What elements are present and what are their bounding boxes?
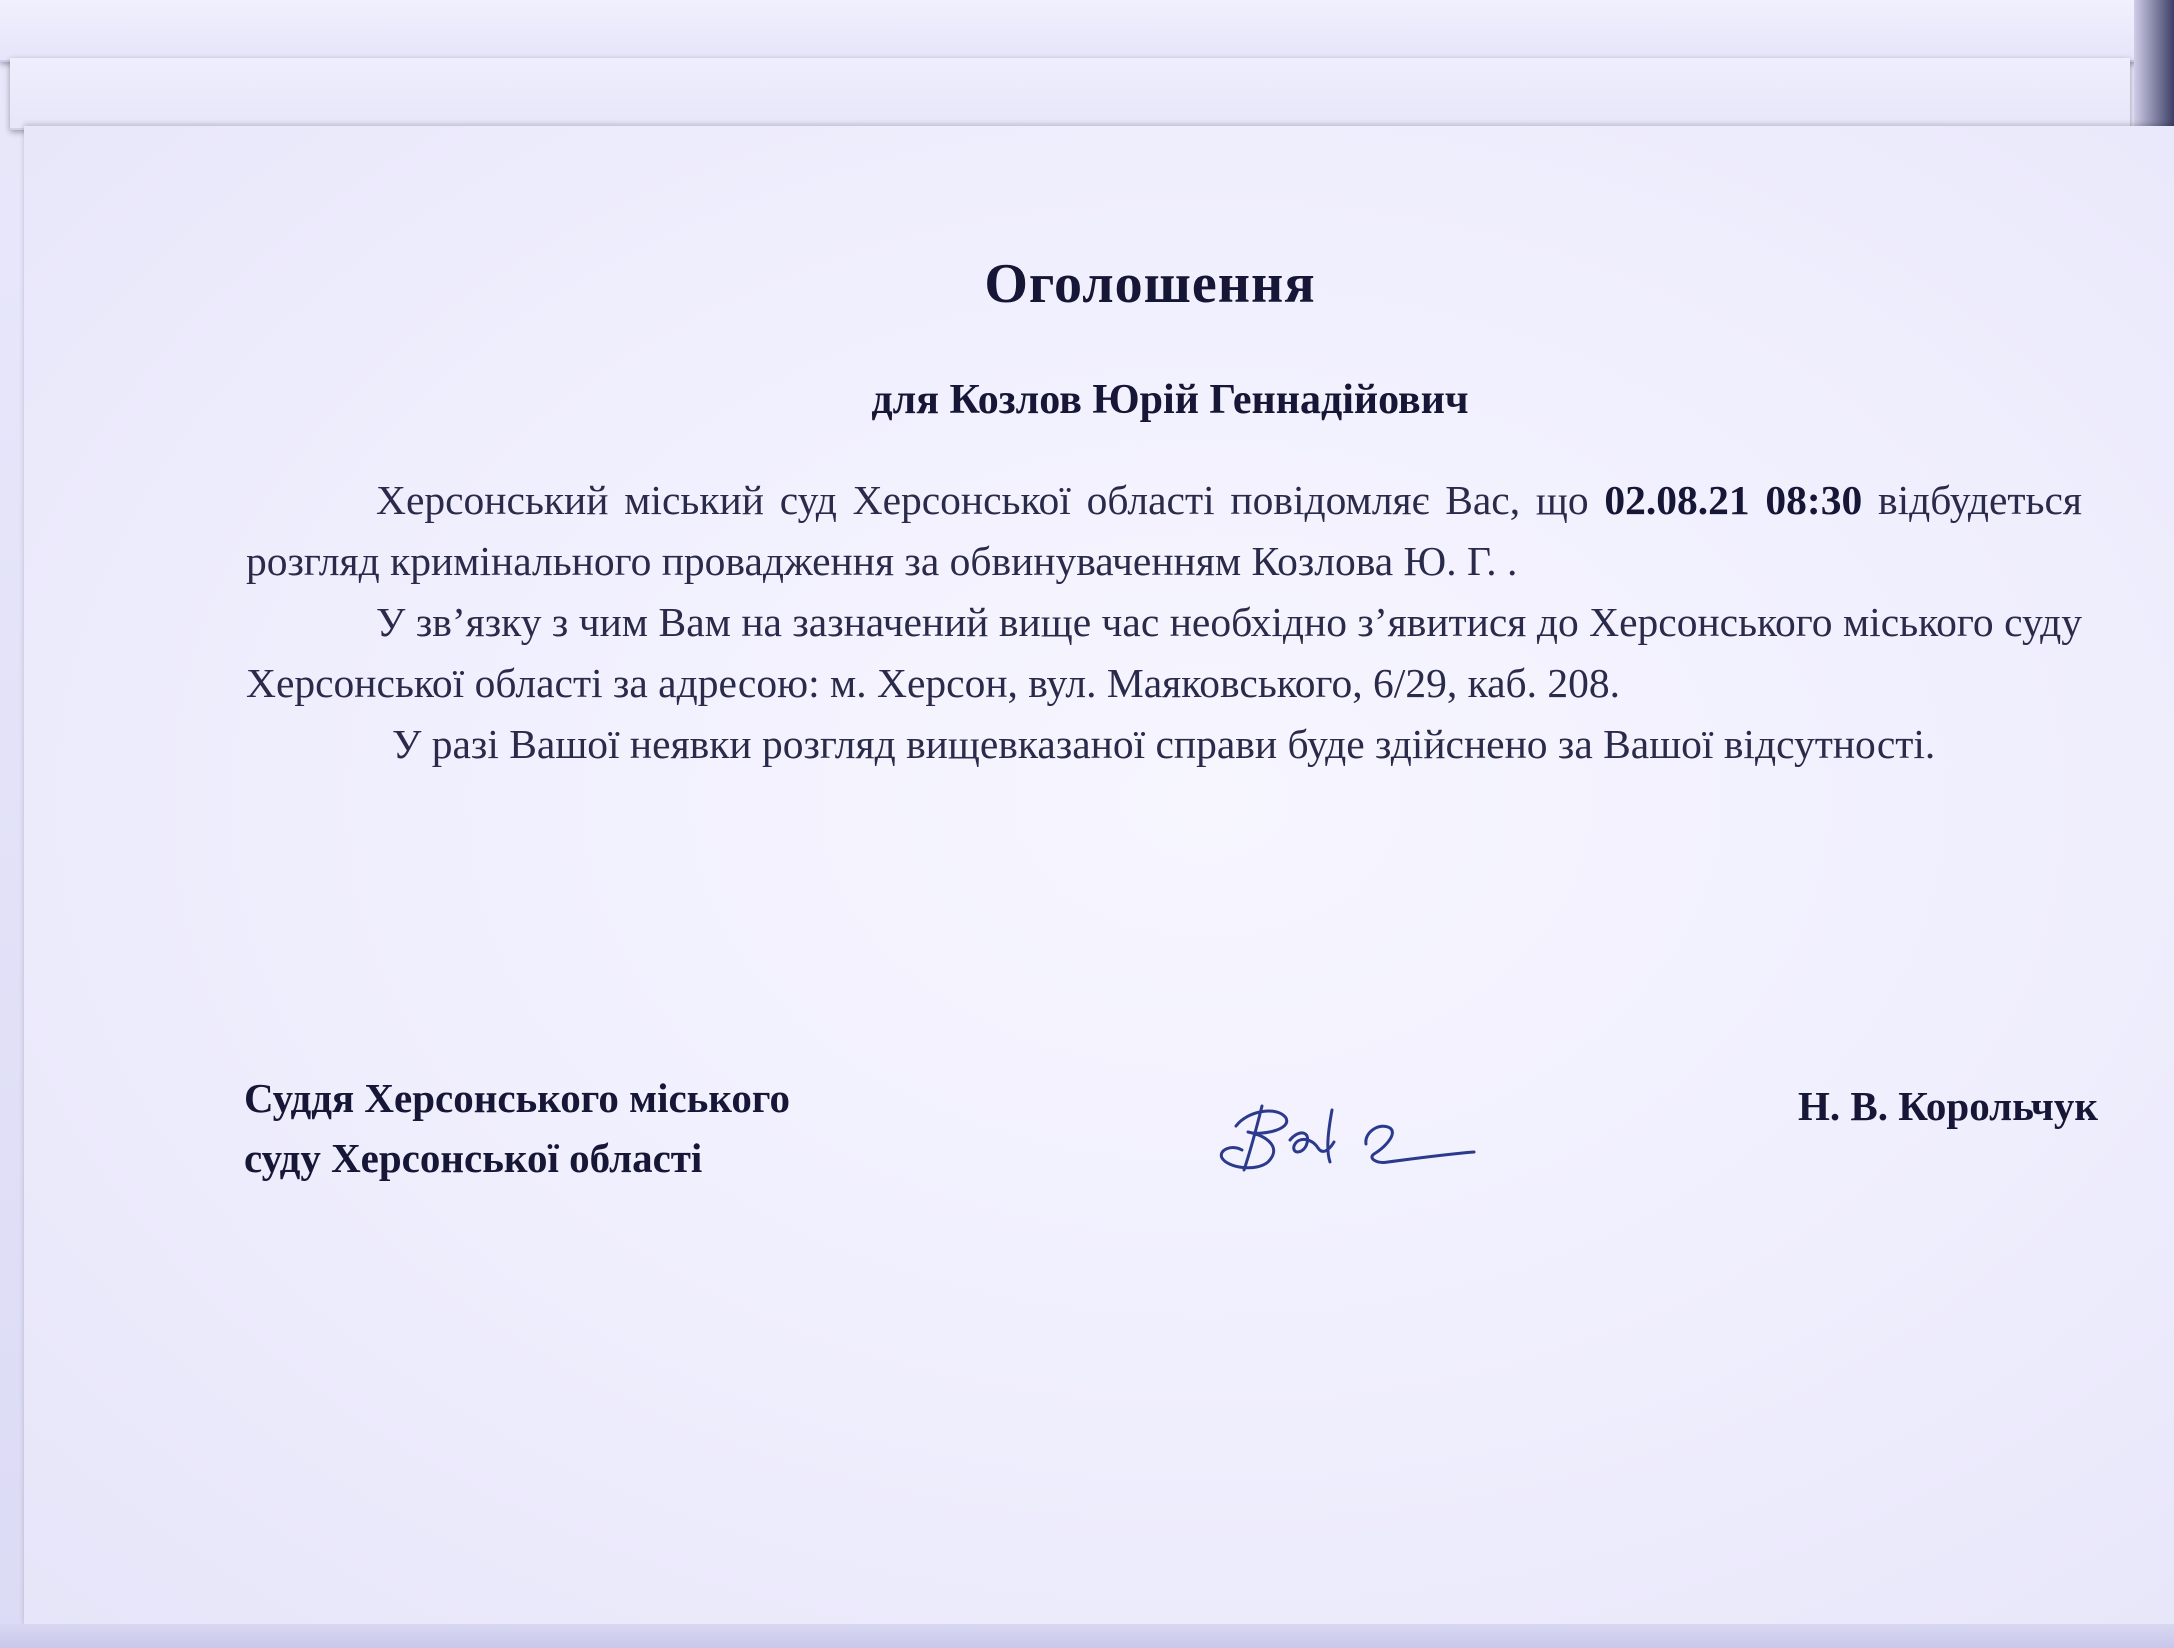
signatory-role xyxy=(244,1068,790,1188)
signatory-role-line-2: суду Херсонської області xyxy=(244,1135,703,1181)
notice-addressee: для Козлов Юрій Геннадійович xyxy=(871,377,1469,423)
handwritten-signature xyxy=(1208,1092,1478,1182)
stacked-sheet-top xyxy=(0,0,2140,62)
notice-paragraph-1 xyxy=(246,470,2082,592)
notice-sheet xyxy=(24,126,2174,1626)
signatory-name: Н. В. Корольчук xyxy=(1798,1083,2098,1129)
notice-paragraph-3: У разі Вашої неявки розгляд вищевказаної справи буде здійснено за Вашої відсутності. xyxy=(392,721,1936,767)
paragraph-1-lead: Херсонський міський суд Херсонської області повідомляє Вас, що xyxy=(376,477,1605,523)
sheet-edge-shadow xyxy=(2134,0,2174,140)
paragraph-1-rest: відбудеться розгляд кримінального провадження за обвинуваченням Козлова Ю. Г. . xyxy=(246,477,2082,584)
signatory-role-line-1: Суддя Херсонського міського xyxy=(244,1075,791,1121)
notice-paragraph-2: У зв’язку з чим Вам на зазначений вище час необхідно з’явитися до Херсонського міського суду Херсонської області за адресою: м. Херсон, вул. Маяковського, 6/29, каб. 208. xyxy=(246,599,2082,706)
hearing-datetime: 02.08.21 08:30 xyxy=(1604,477,1863,523)
stacked-sheet-middle xyxy=(10,58,2130,130)
notice-title: Оголошення xyxy=(984,253,1316,315)
notice-body xyxy=(246,470,2082,775)
sheet-bottom-edge xyxy=(0,1624,2174,1648)
